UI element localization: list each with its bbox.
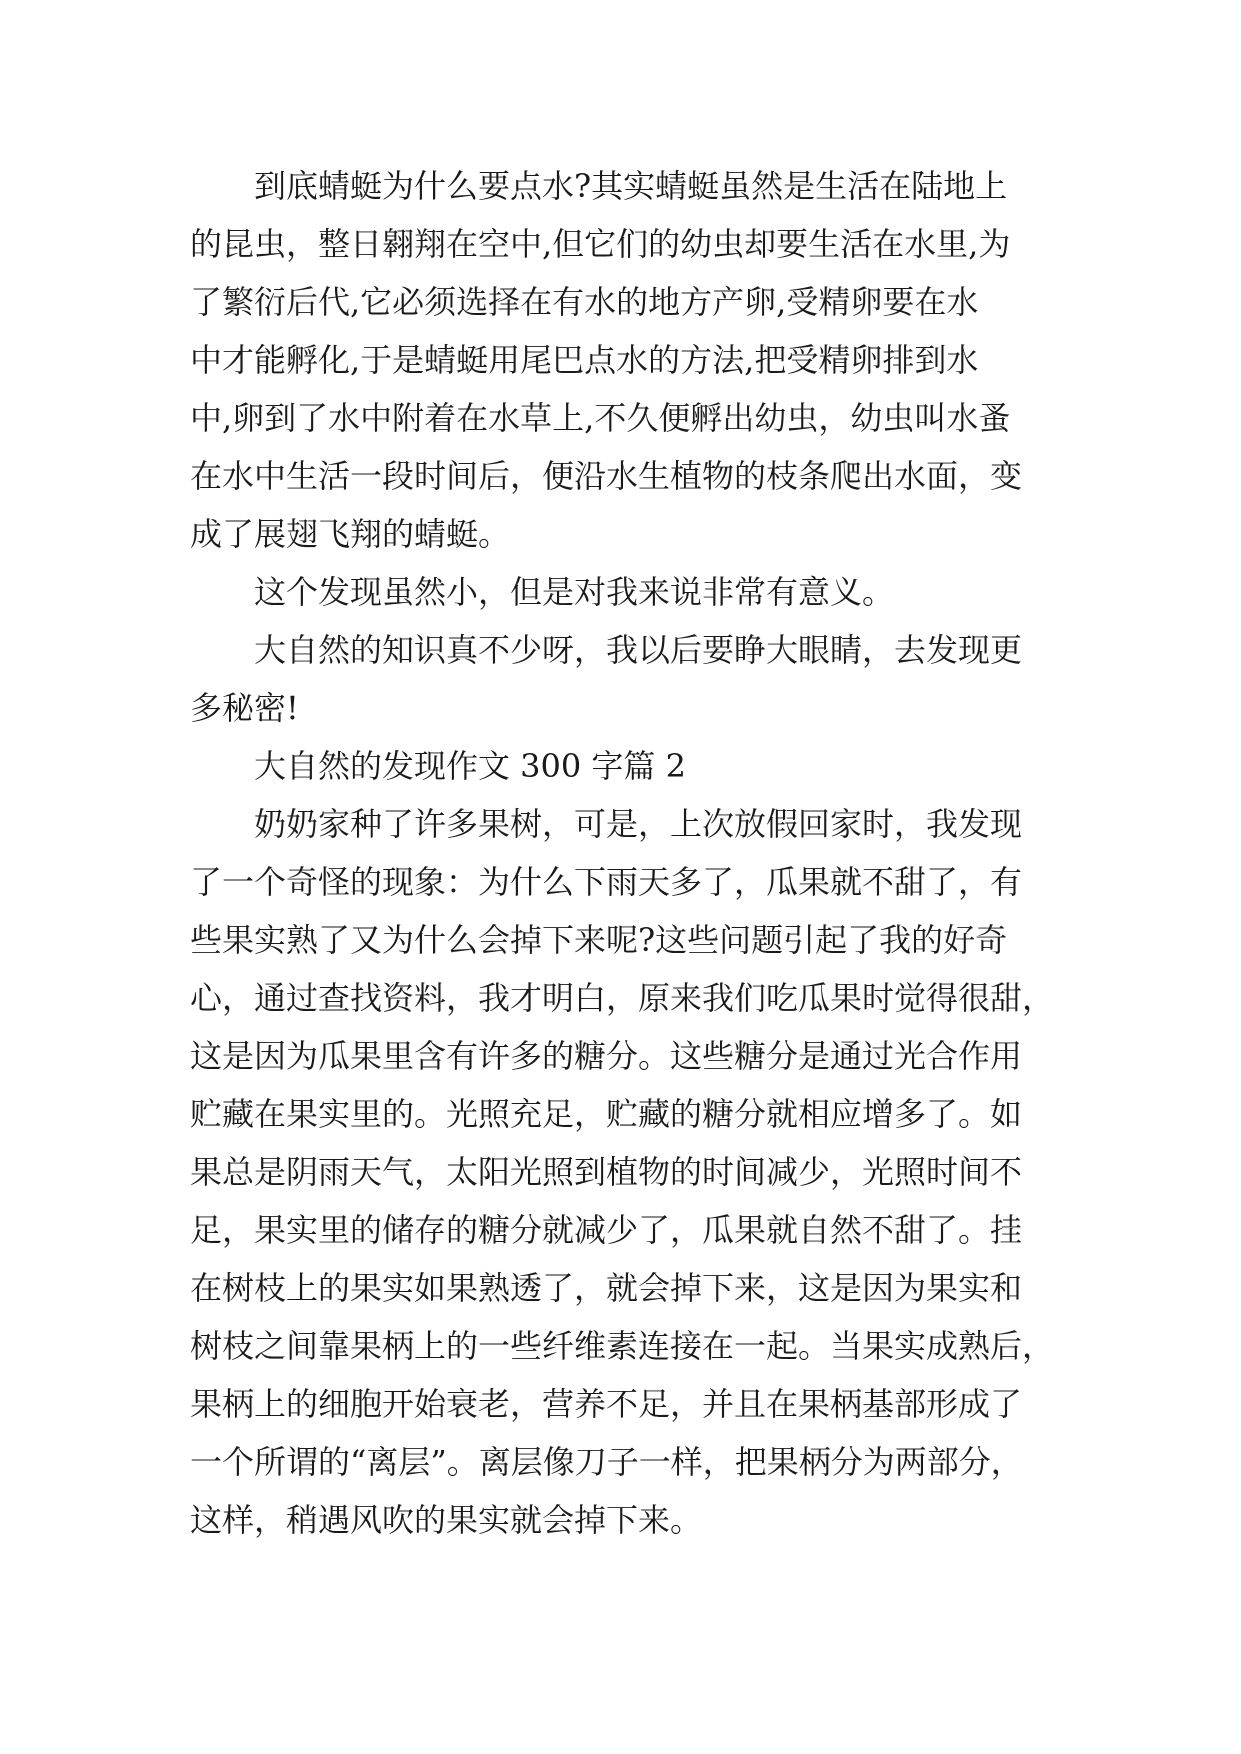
text-line: 了繁衍后代,它必须选择在有水的地方产卵,受精卵要在水	[190, 283, 979, 321]
text-line: 这样，稍遇风吹的果实就会掉下来。	[190, 1501, 703, 1539]
text-line: 足，果实里的储存的糖分就减少了，瓜果就自然不甜了。挂	[190, 1211, 1023, 1249]
section-heading: 大自然的发现作文 300 字篇 2	[254, 747, 686, 785]
text-line: 奶奶家种了许多果树，可是，上次放假回家时，我发现	[254, 805, 1023, 843]
text-line: 一个所谓的“离层”。离层像刀子一样，把果柄分为两部分，	[190, 1443, 1023, 1481]
text-line: 果总是阴雨天气，太阳光照到植物的时间减少，光照时间不	[190, 1153, 1023, 1191]
text-line: 些果实熟了又为什么会掉下来呢?这些问题引起了我的好奇	[190, 921, 1008, 959]
text-line: 的昆虫，整日翱翔在空中,但它们的幼虫却要生活在水里,为	[190, 225, 1011, 263]
text-line: 在水中生活一段时间后，便沿水生植物的枝条爬出水面，变	[190, 457, 1023, 495]
text-line: 树枝之间靠果柄上的一些纤维素连接在一起。当果实成熟后，	[190, 1327, 1055, 1365]
text-line: 中才能孵化,于是蜻蜓用尾巴点水的方法,把受精卵排到水	[190, 341, 979, 379]
text-line: 到底蜻蜓为什么要点水?其实蜻蜓虽然是生活在陆地上	[254, 167, 1008, 205]
text-line: 这是因为瓜果里含有许多的糖分。这些糖分是通过光合作用	[190, 1037, 1023, 1075]
text-line: 大自然的知识真不少呀，我以后要睁大眼睛，去发现更	[254, 631, 1023, 669]
text-line: 中,卵到了水中附着在水草上,不久便孵出幼虫，幼虫叫水蚤	[190, 399, 1011, 437]
text-line: 在树枝上的果实如果熟透了，就会掉下来，这是因为果实和	[190, 1269, 1023, 1307]
text-line: 果柄上的细胞开始衰老，营养不足，并且在果柄基部形成了	[190, 1385, 1023, 1423]
text-line: 贮藏在果实里的。光照充足，贮藏的糖分就相应增多了。如	[190, 1095, 1023, 1133]
text-line: 多秘密!	[190, 689, 299, 727]
text-line: 成了展翅飞翔的蜻蜓。	[190, 515, 511, 553]
text-line: 这个发现虽然小，但是对我来说非常有意义。	[254, 573, 895, 611]
text-line: 心，通过查找资料，我才明白，原来我们吃瓜果时觉得很甜，	[190, 979, 1055, 1017]
text-line: 了一个奇怪的现象：为什么下雨天多了，瓜果就不甜了，有	[190, 863, 1023, 901]
